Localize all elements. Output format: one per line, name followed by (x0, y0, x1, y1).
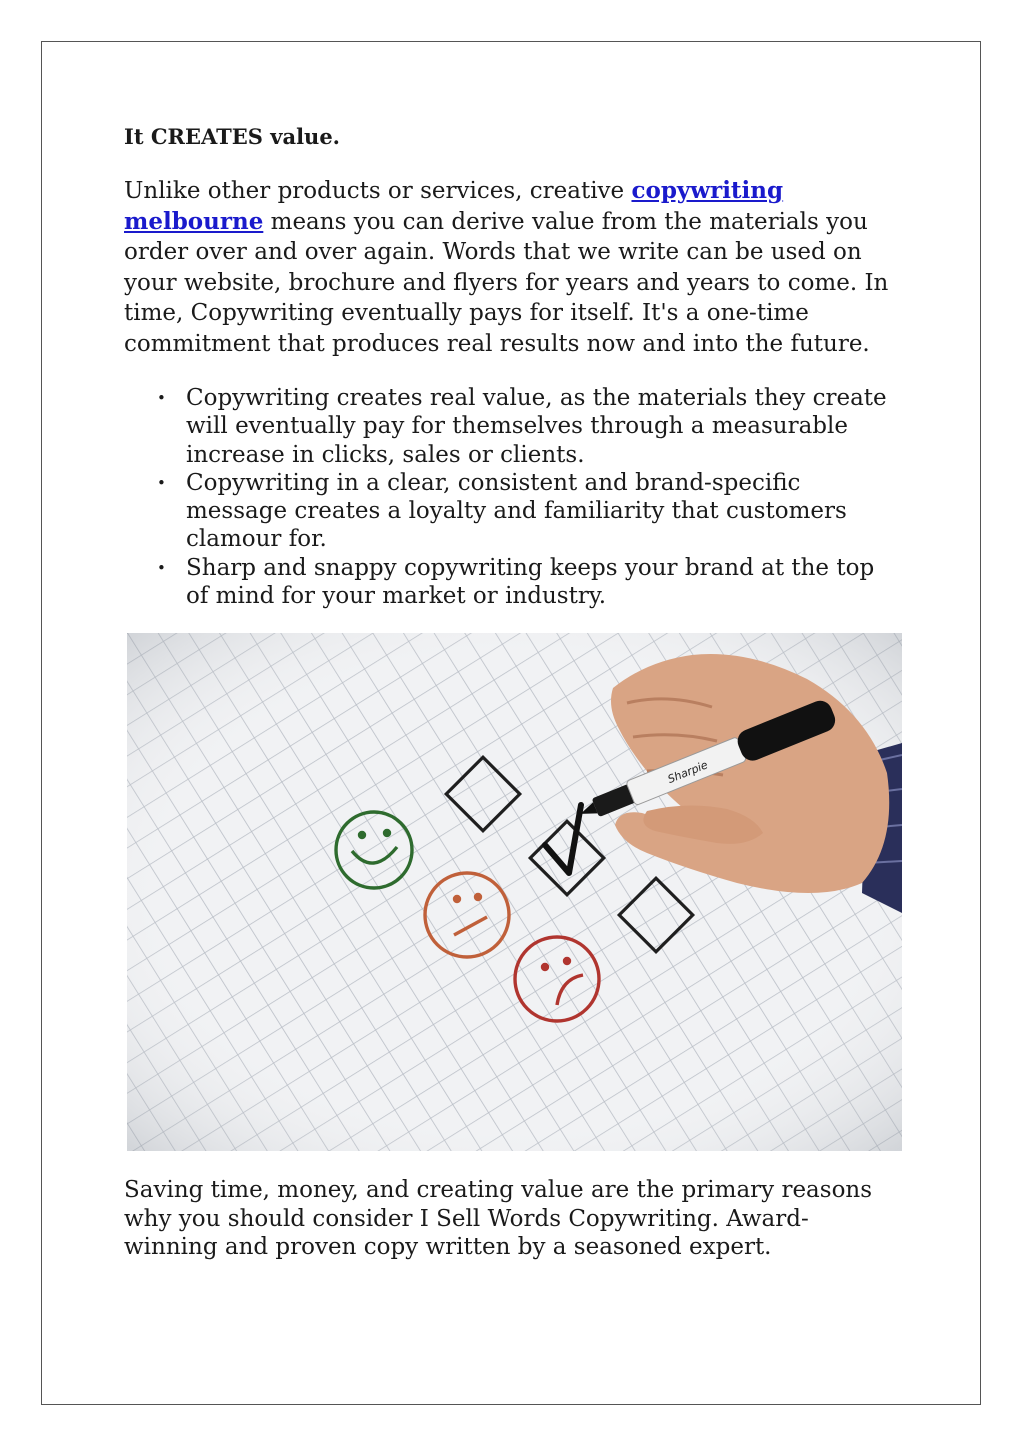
list-item-text: Sharp and snappy copywriting keeps your brand at the top of mind for your market or industry. (186, 554, 875, 610)
copywriting-melbourne-link[interactable]: copywriting melbourne (124, 177, 784, 235)
list-item (124, 384, 894, 469)
bullet-icon: • (157, 558, 166, 577)
checklist-illustration (127, 633, 902, 1151)
benefits-list (124, 384, 894, 610)
intro-text-end: means you can derive value from the materials you order over and over again. Words that we write can be used on your website, brochure and flyers for years and years to come. In time, Copywriting eventually pays for itself. It's a one-time commitment that produces real results now and into the future. (124, 208, 889, 357)
bullet-icon: • (157, 389, 166, 407)
marker-label: Sharpie (665, 758, 710, 787)
list-item (124, 554, 894, 611)
intro-paragraph (124, 176, 894, 359)
list-item-text: Copywriting creates real value, as the materials they create will eventually pay for themselves through a measurable increase in clicks, sales or clients. (186, 385, 887, 468)
bullet-icon: • (157, 473, 166, 492)
list-item-text: Copywriting in a clear, consistent and brand-specific message creates a loyalty and familiarity that customers clamour for. (186, 469, 847, 553)
section-heading: It CREATES value. (124, 124, 340, 149)
closing-paragraph: Saving time, money, and creating value are the primary reasons why you should consider I Sell Words Copywriting. Award-winning and proven copy written by a seasoned expert. (124, 1177, 873, 1260)
intro-text-start: Unlike other products or services, creative (124, 178, 632, 204)
list-item (124, 469, 894, 554)
checklist-photo (127, 633, 902, 1151)
